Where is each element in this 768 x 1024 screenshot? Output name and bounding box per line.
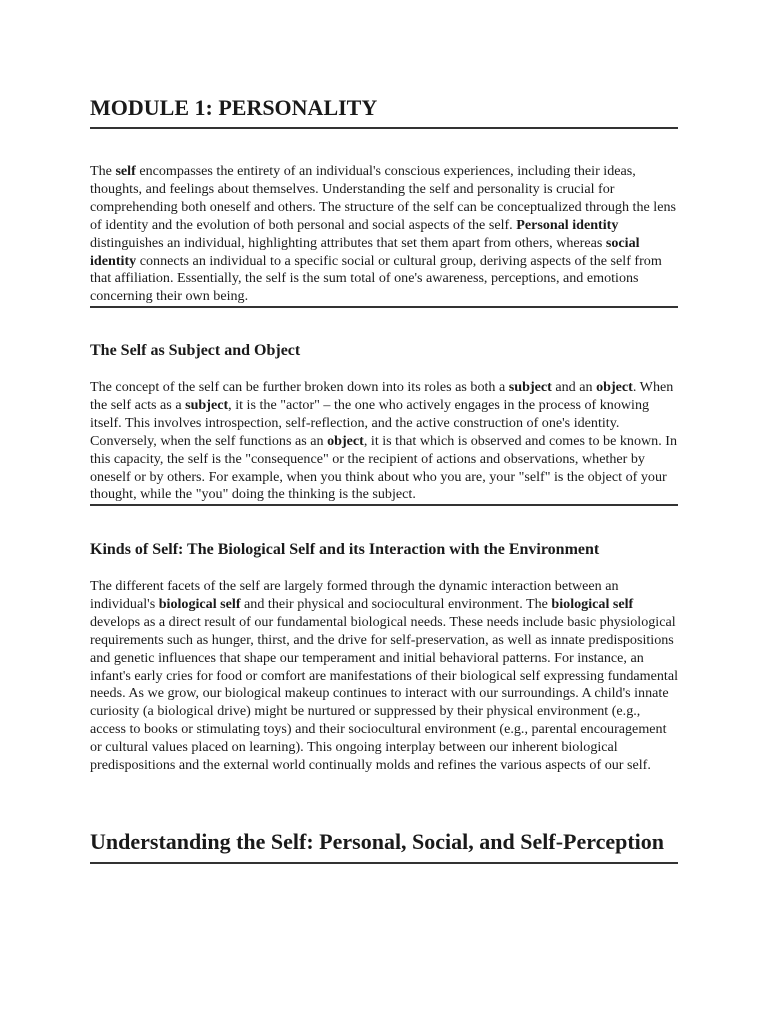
bio-text-1: The different facets of the self are largely formed through the dynamic interaction between an individual's xyxy=(90,578,619,612)
intro-term-personal-identity: Personal identity xyxy=(516,216,619,233)
intro-term-self: self xyxy=(115,163,136,179)
so-term-object-2: object xyxy=(327,432,364,449)
subject-object-paragraph xyxy=(90,379,678,506)
bio-text-2: and their physical and sociocultural environment. The xyxy=(240,595,552,612)
intro-paragraph xyxy=(90,163,678,308)
so-term-subject-2: subject xyxy=(185,396,229,413)
so-text-1: The concept of the self can be further broken down into its roles as both a xyxy=(90,379,509,395)
so-text-2: and an xyxy=(551,379,597,395)
section-heading-subject-object: The Self as Subject and Object xyxy=(90,342,301,359)
so-text-5: , it is that which is observed and comes to be known. In this capacity, the self is the "consequence" or the recipient of actions and observations, whether by oneself or by others. For example, when you think about who you are, your "self" is the object of your thought, while the "you" doing the thinking is the subject. xyxy=(90,432,677,503)
section-heading-biological-self: Kinds of Self: The Biological Self and its Interaction with the Environment xyxy=(90,541,600,558)
intro-text-3: distinguishes an individual, highlighting attributes that set them apart from others, whereas xyxy=(90,234,606,251)
intro-text-1: The xyxy=(90,163,116,179)
intro-text-2: encompasses the entirety of an individual's conscious experiences, including their ideas, thoughts, and feelings about themselves. Understanding the self and personality is crucial for comprehending both oneself and others. The structure of the self can be conceptualized through the lens of identity and the evolution of both personal and social aspects of the self. xyxy=(90,163,676,233)
module-title: MODULE 1: PERSONALITY xyxy=(90,94,678,129)
so-text-4: , it is the "actor" – the one who actively engages in the process of knowing itself. This involves introspection, self-reflection, and the active construction of one's identity. Conversely, when the self functions as an xyxy=(90,396,650,449)
section-heading-understanding-self: Understanding the Self: Personal, Social, and Self-Perception xyxy=(90,828,678,864)
bio-text-3: develops as a direct result of our fundamental biological needs. These needs include basic physiological requirements such as hunger, thirst, and the drive for self-preservation, as well as innate predispositions and genetic influences that shape our temperament and initial behavioral patterns. For instance, an infant's early cries for food or comfort are manifestations of their biological self expressing fundamental needs. As we grow, our biological makeup continues to interact with our surroundings. A child's innate curiosity (a biological drive) might be nurtured or suppressed by their physical environment (e.g., access to books or stimulating toys) and their sociocultural environment (e.g., parental encouragement or cultural values placed on learning). This ongoing interplay between our inherent biological predispositions and the external world continually molds and refines the various aspects of our self. xyxy=(90,613,679,774)
intro-text-4: connects an individual to a specific social or cultural group, deriving aspects of the self from that affiliation. Essentially, the self is the sum total of one's awareness, perceptions, and emotions concerning their own being. xyxy=(90,252,662,305)
so-term-object: object xyxy=(596,379,633,395)
so-text-3: . When the self acts as a xyxy=(90,379,674,413)
biological-self-paragraph xyxy=(90,578,678,775)
intro-term-social-identity: social identity xyxy=(90,234,640,269)
bio-term-biological-self-2: biological self xyxy=(551,595,634,612)
bio-term-biological-self: biological self xyxy=(158,595,241,612)
so-term-subject: subject xyxy=(508,379,552,395)
